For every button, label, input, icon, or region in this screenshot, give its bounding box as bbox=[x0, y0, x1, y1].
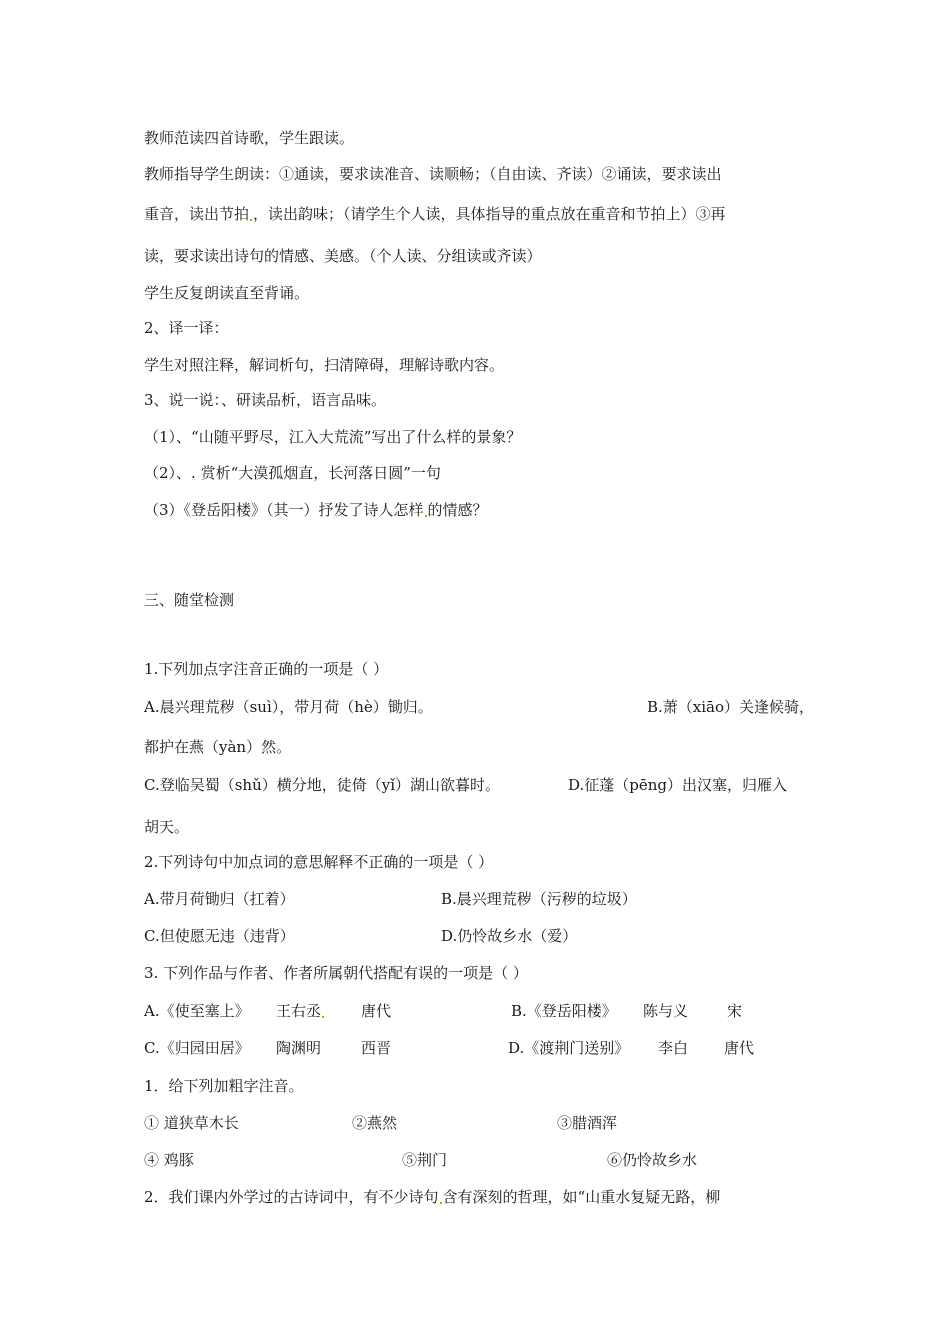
paragraph-translate: 学生对照注释，解词析句，扫清障碍，理解诗歌内容。 bbox=[144, 356, 505, 374]
quiz-q3-option-a-title: A.《使至塞上》 bbox=[144, 1002, 250, 1020]
quiz-q3-option-c-author: 陶渊明 bbox=[276, 1039, 322, 1057]
quiz-q3-option-d-era: 唐代 bbox=[724, 1039, 755, 1057]
paragraph-reading-guide-cont: 重音，读出节拍 ，读出韵味；（请学生个人读，具体指导的重点放在重音和节拍上）③再 bbox=[144, 205, 726, 223]
quiz-q2-option-d: D.仍怜故乡水（爱） bbox=[441, 927, 578, 945]
heading-discuss: 3、说一说：、研读品析，语言品味。 bbox=[144, 391, 387, 409]
annotation-dot bbox=[322, 1016, 324, 1018]
paragraph-reading-guide: 教师指导学生朗读：①通读，要求读准音、读顺畅；（自由读、齐读）②诵读，要求读出 bbox=[144, 165, 722, 183]
quiz-q2-option-a: A.带月荷锄归（扛着） bbox=[144, 890, 295, 908]
quiz-q1-option-d-cont: 胡天。 bbox=[144, 818, 190, 836]
paragraph-teacher-reading: 教师范读四首诗歌，学生跟读。 bbox=[144, 129, 355, 147]
question-emotion: （3）《登岳阳楼》（其一）抒发了诗人怎样 的情感？ bbox=[144, 501, 488, 519]
quiz-q3-option-a-era: 唐代 bbox=[361, 1002, 392, 1020]
quiz-q2-option-b: B.晨兴理荒秽（污秽的垃圾） bbox=[441, 890, 637, 908]
question-scenery: （1）、“山随平野尽，江入大荒流”写出了什么样的景象？ bbox=[144, 428, 522, 446]
exercise-1-item-2: ②燕然 bbox=[352, 1114, 398, 1132]
quiz-q2-stem: 2.下列诗句中加点词的意思解释不正确的一项是（ ） bbox=[144, 853, 494, 871]
quiz-q1-option-c: C.登临吴蜀（shǔ）横分地，徒倚（yǐ）湖山欲暮时。 bbox=[144, 776, 501, 794]
quiz-q1-option-b: B.萧（xiāo）关逢候骑， bbox=[647, 698, 815, 716]
section-heading-quiz: 三、随堂检测 bbox=[144, 591, 235, 609]
quiz-q3-stem: 3. 下列作品与作者、作者所属朝代搭配有误的一项是（ ） bbox=[144, 964, 528, 982]
exercise-1-item-1: ① 道狭草木长 bbox=[144, 1114, 239, 1132]
quiz-q3-option-b-author: 陈与义 bbox=[643, 1002, 689, 1020]
question-appreciate: （2）、. 赏析“大漠孤烟直，长河落日圆”一句 bbox=[144, 464, 441, 482]
paragraph-reading-guide-end: 读，要求读出诗句的情感、美感。（个人读、分组读或齐读） bbox=[144, 247, 542, 265]
quiz-q1-option-a: A.晨兴理荒秽（suì），带月荷（hè）锄归。 bbox=[144, 698, 433, 716]
quiz-q2-option-c: C.但使愿无违（违背） bbox=[144, 927, 295, 945]
annotation-dot bbox=[250, 219, 252, 221]
exercise-1-item-6: ⑥仍怜故乡水 bbox=[607, 1151, 698, 1169]
exercise-2-stem: 2．我们课内外学过的古诗词中，有不少诗句 含有深刻的哲理，如“山重水复疑无路，柳 bbox=[144, 1188, 721, 1206]
quiz-q3-option-c-title: C.《归园田居》 bbox=[144, 1039, 250, 1057]
quiz-q3-option-b-era: 宋 bbox=[727, 1002, 743, 1020]
annotation-dot bbox=[425, 515, 427, 517]
quiz-q1-stem: 1.下列加点字注音正确的一项是（ ） bbox=[144, 660, 389, 678]
quiz-q3-option-d-title: D.《渡荆门送别》 bbox=[508, 1039, 630, 1057]
exercise-1-item-4: ④ 鸡豚 bbox=[144, 1151, 194, 1169]
annotation-dot bbox=[440, 1202, 442, 1204]
quiz-q1-option-b-cont: 都护在燕（yàn）然。 bbox=[144, 738, 292, 756]
paragraph-recite: 学生反复朗读直至背诵。 bbox=[144, 284, 310, 302]
exercise-1-stem: 1．给下列加粗字注音。 bbox=[144, 1077, 304, 1095]
exercise-1-item-5: ⑤荆门 bbox=[402, 1151, 448, 1169]
heading-translate: 2、译一译： bbox=[144, 319, 229, 337]
quiz-q1-option-d: D.征蓬（pēng）出汉塞，归雁入 bbox=[568, 776, 788, 794]
exercise-1-item-3: ③腊酒浑 bbox=[557, 1114, 618, 1132]
quiz-q3-option-d-author: 李白 bbox=[658, 1039, 689, 1057]
quiz-q3-option-a-author: 王右丞 bbox=[276, 1001, 325, 1021]
quiz-q3-option-c-era: 西晋 bbox=[361, 1039, 392, 1057]
quiz-q3-option-b-title: B.《登岳阳楼》 bbox=[511, 1002, 617, 1020]
